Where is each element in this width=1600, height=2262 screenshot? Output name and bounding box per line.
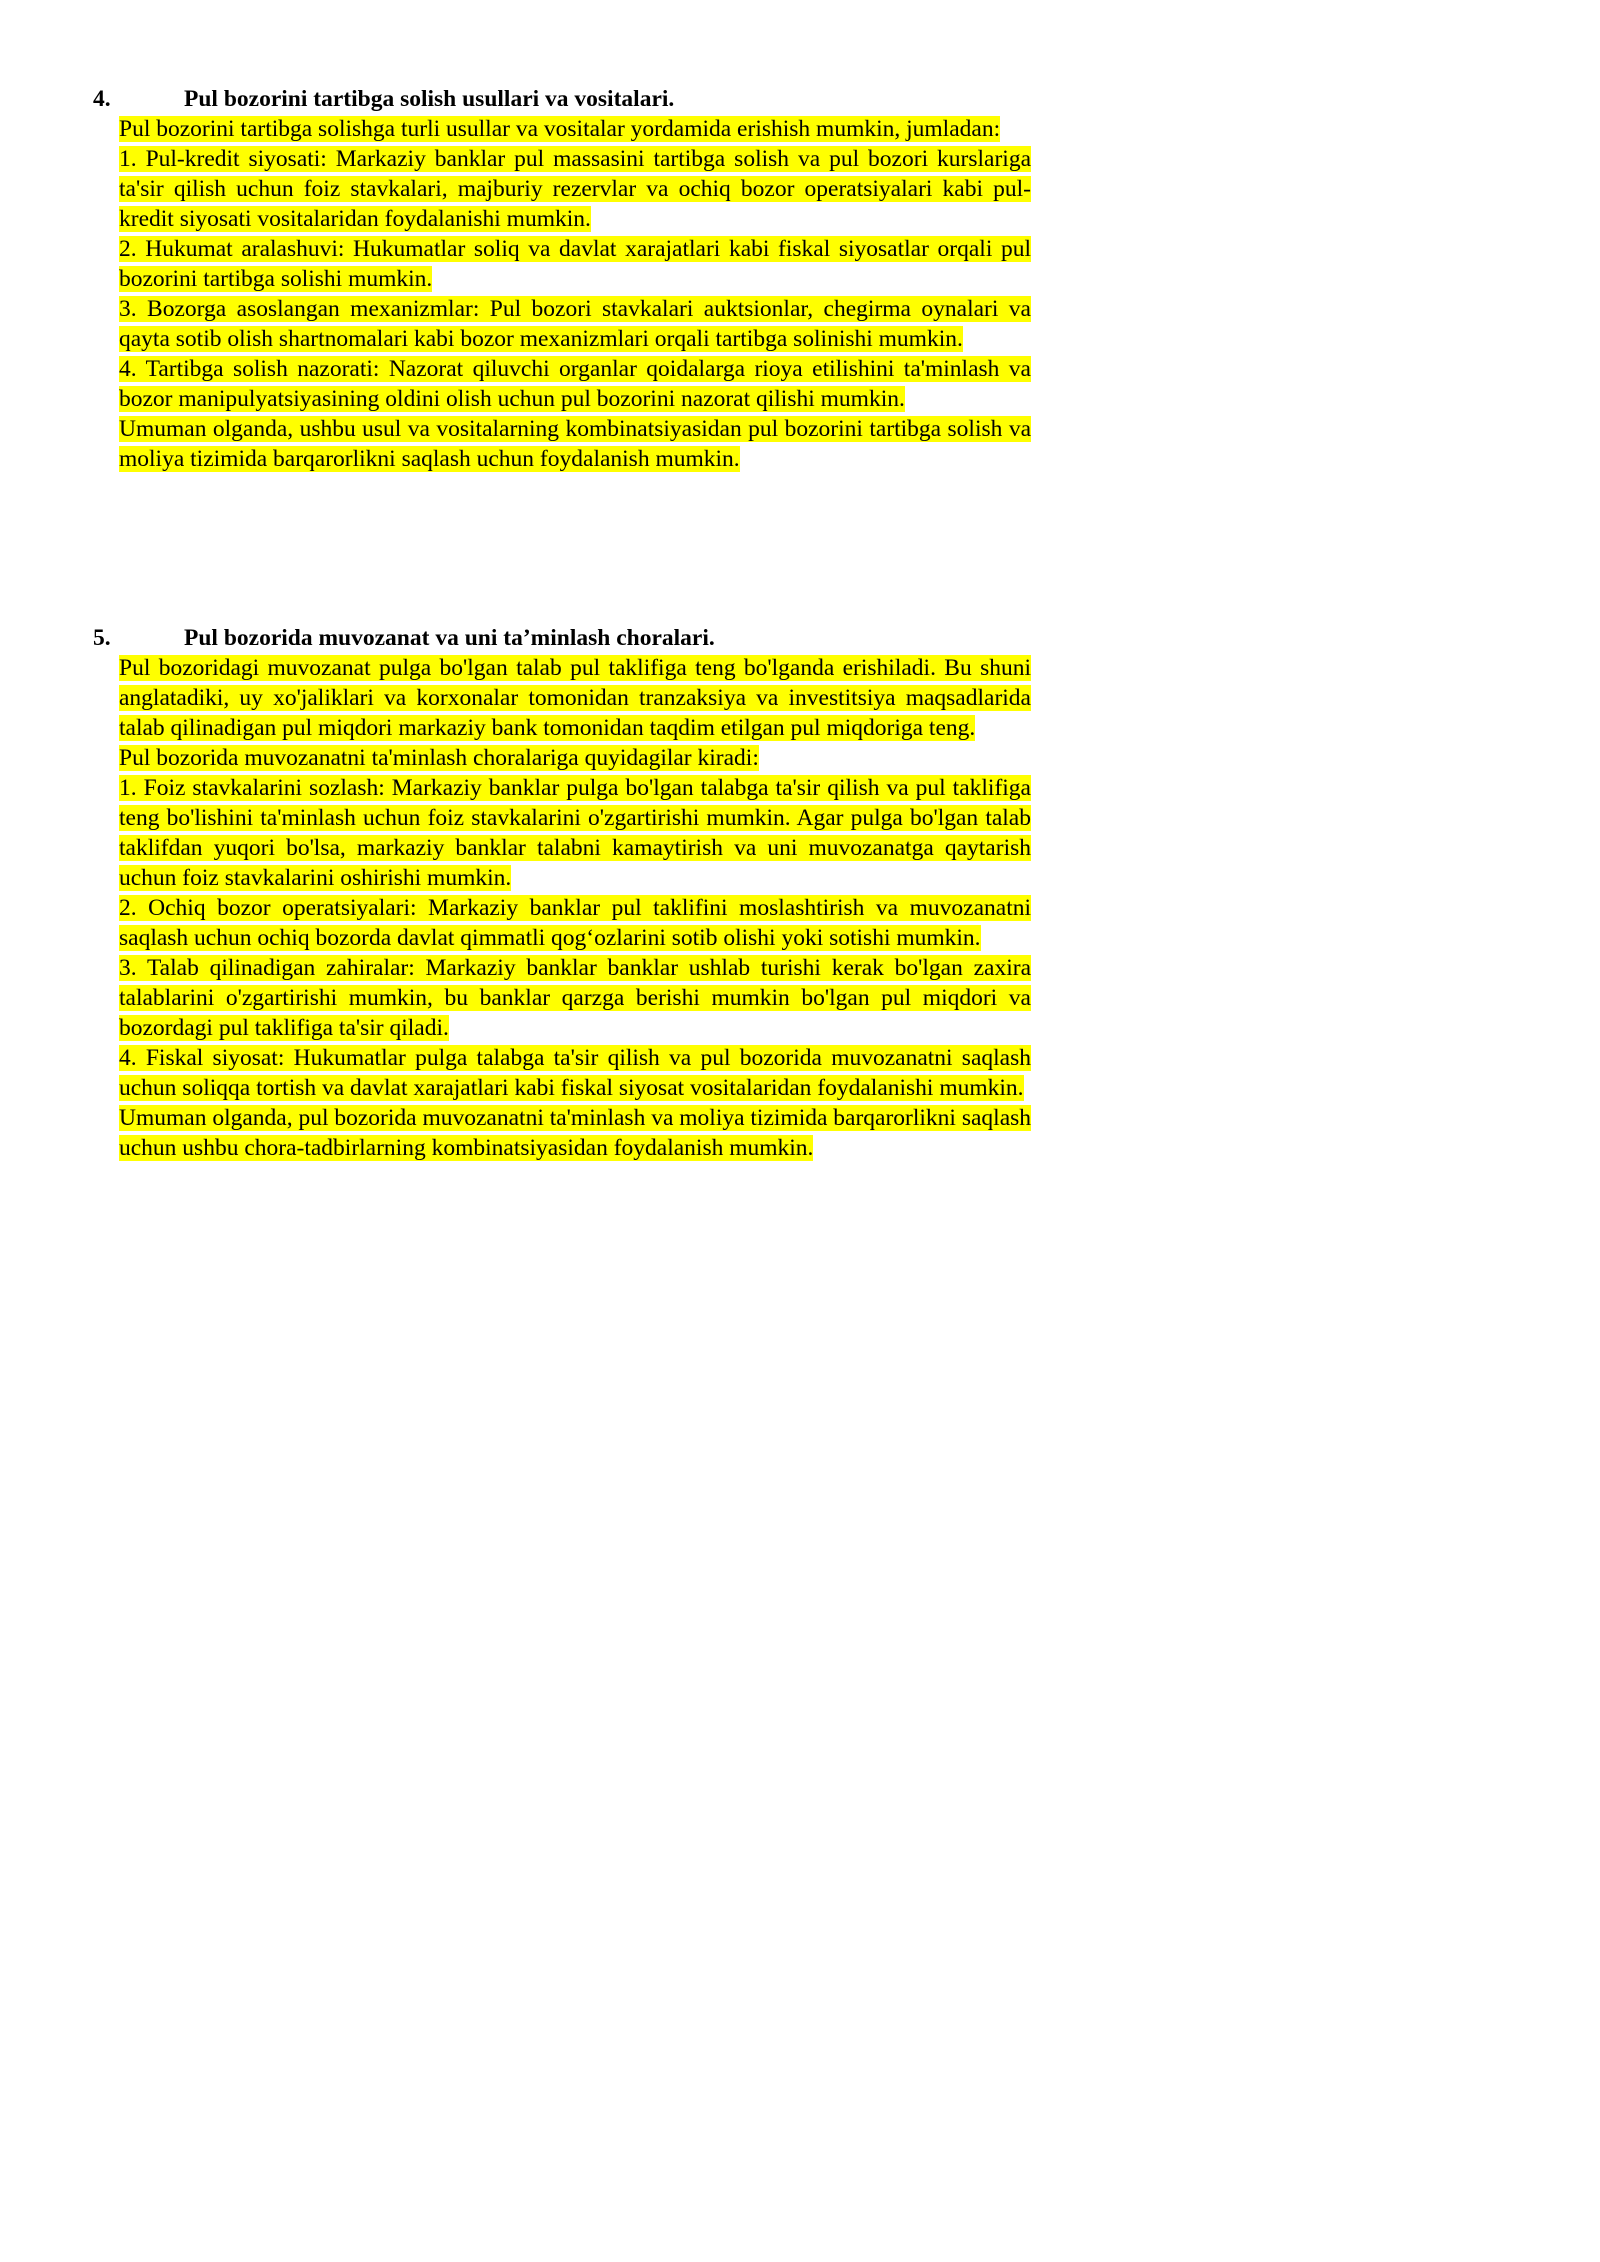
highlighted-text: 4. Fiskal siyosat: Hukumatlar pulga talabga ta'sir qilish va pul bozorida muvozanatni saqlash uchun soliqqa tortish va davlat xarajatlari kabi fiskal siyosat vositalaridan foydalanishi mumkin. xyxy=(119,1045,1031,1101)
section-heading xyxy=(0,84,1111,114)
highlighted-text: 4. Tartibga solish nazorati: Nazorat qiluvchi organlar qoidalarga rioya etilishini ta'minlash va bozor manipulyatsiyasining oldini olish uchun pul bozorini nazorat qilishi mumkin. xyxy=(119,356,1031,412)
section-number: 5. xyxy=(93,625,111,651)
paragraph xyxy=(119,234,1031,294)
paragraph xyxy=(119,1043,1031,1103)
section-body xyxy=(119,653,1031,1163)
paragraph xyxy=(119,953,1031,1043)
highlighted-text: 1. Foiz stavkalarini sozlash: Markaziy banklar pulga bo'lgan talabga ta'sir qilish va pul taklifiga teng bo'lishini ta'minlash uchun foiz stavkalarini o'zgartirishi mumkin. Agar pulga bo'lgan talab taklifdan yuqori bo'lsa, markaziy banklar talabni kamaytirish va uni muvozanatga qaytarish uchun foiz stavkalarini oshirishi mumkin. xyxy=(119,775,1031,891)
section-heading xyxy=(0,623,1111,653)
section-number: 4. xyxy=(93,86,111,112)
paragraph xyxy=(119,743,1031,773)
highlighted-text: 3. Talab qilinadigan zahiralar: Markaziy banklar banklar ushlab turishi kerak bo'lgan zaxira talablarini o'zgartirishi mumkin, bu banklar qarzga berishi mumkin bo'lgan pul miqdori va bozordagi pul taklifiga ta'sir qiladi. xyxy=(119,955,1031,1041)
highlighted-text: Umuman olganda, pul bozorida muvozanatni ta'minlash va moliya tizimida barqarorlikni saqlash uchun ushbu chora-tadbirlarning kombinatsiyasidan foydalanish mumkin. xyxy=(119,1105,1032,1161)
paragraph xyxy=(119,893,1031,953)
highlighted-text: Pul bozorida muvozanatni ta'minlash choralariga quyidagilar kiradi: xyxy=(119,745,759,771)
paragraph xyxy=(119,354,1031,414)
paragraph xyxy=(119,773,1031,893)
paragraph xyxy=(119,114,1031,144)
paragraph xyxy=(119,144,1031,234)
highlighted-text: 2. Ochiq bozor operatsiyalari: Markaziy banklar pul taklifini moslashtirish va muvozanatni saqlash uchun ochiq bozorda davlat qimmatli qog‘ozlarini sotib olishi yoki sotishi mumkin. xyxy=(119,895,1031,951)
section-5 xyxy=(0,623,1111,1163)
paragraph xyxy=(119,294,1031,354)
highlighted-text: 3. Bozorga asoslangan mexanizmlar: Pul bozori stavkalari auktsionlar, chegirma oynalari va qayta sotib olish shartnomalari kabi bozor mexanizmlari orqali tartibga solinishi mumkin. xyxy=(119,296,1031,352)
highlighted-text: Umuman olganda, ushbu usul va vositalarning kombinatsiyasidan pul bozorini tartibga solish va moliya tizimida barqarorlikni saqlash uchun foydalanish mumkin. xyxy=(119,416,1031,472)
section-4 xyxy=(0,84,1111,474)
highlighted-text: 2. Hukumat aralashuvi: Hukumatlar soliq va davlat xarajatlari kabi fiskal siyosatlar orqali pul bozorini tartibga solishi mumkin. xyxy=(119,236,1031,292)
document-page xyxy=(0,0,1111,1571)
highlighted-text: 1. Pul-kredit siyosati: Markaziy banklar pul massasini tartibga solish va pul bozori kurslariga ta'sir qilish uchun foiz stavkalari, majburiy rezervlar va ochiq bozor operatsiyalari kabi pul-kredit siyosati vositalaridan foydalanishi mumkin. xyxy=(119,146,1031,232)
highlighted-text: Pul bozorini tartibga solishga turli usullar va vositalar yordamida erishish mumkin, jumladan: xyxy=(119,116,1001,142)
highlighted-text: Pul bozoridagi muvozanat pulga bo'lgan talab pul taklifiga teng bo'lganda erishiladi. Bu shuni anglatadiki, uy xo'jaliklari va korxonalar tomonidan tranzaksiya va investitsiya maqsadlarida talab qilinadigan pul miqdori markaziy bank tomonidan taqdim etilgan pul miqdoriga teng. xyxy=(119,655,1031,741)
section-body xyxy=(119,114,1031,474)
paragraph xyxy=(119,1103,1031,1163)
section-title: Pul bozorini tartibga solish usullari va vositalari. xyxy=(184,86,675,112)
section-title: Pul bozorida muvozanat va uni ta’minlash choralari. xyxy=(184,625,715,651)
paragraph xyxy=(119,414,1031,474)
paragraph xyxy=(119,653,1031,743)
